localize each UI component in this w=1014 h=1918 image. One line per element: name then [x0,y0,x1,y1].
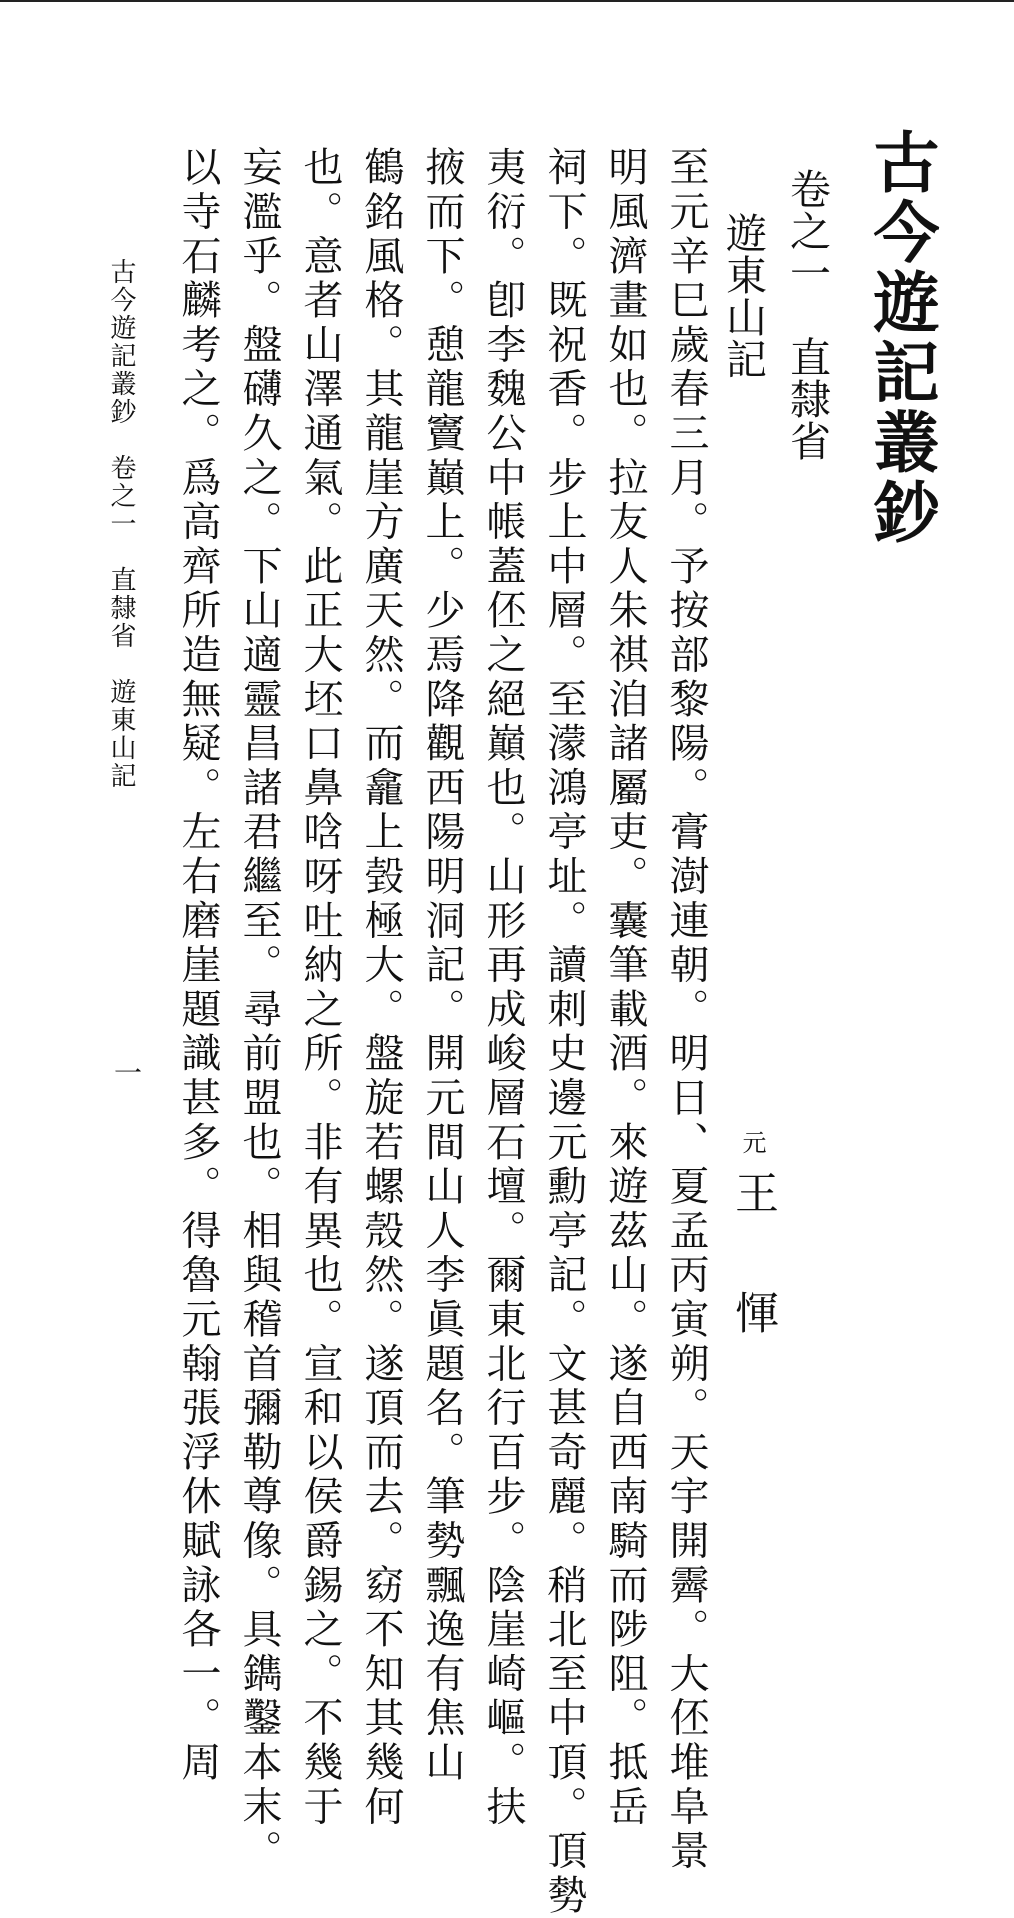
body-line: 明風濟畫如也。拉友人朱祺洎諸屬吏。囊筆載酒。來遊茲山。遂自西南騎而陟阻。抵岳 [602,146,648,1830]
page-number: 一 [110,1058,143,1086]
volume-heading [783,168,831,462]
heading-gap [783,294,831,336]
essay-title: 遊東山記 [719,212,767,380]
body-line: 至元辛巳歲春三月。予按部黎陽。膏澍連朝。明日、夏孟丙寅朔。天宇開霽。大伾堆阜景 [663,146,709,1874]
body-line: 祠下。既祝香。步上中層。至濛鴻亭址。讀刺史邊元勳亭記。文甚奇麗。稍北至中頂。頂勢 [541,146,587,1918]
body-line: 夷衍。卽李魏公中帳蓋伾之絕巔也。山形再成峻層石壇。爾東北行百步。陰崖崎嶇。扶 [480,146,526,1830]
body-text [172,146,720,1918]
author-name: 王 惲 [727,1170,778,1350]
body-line: 也。意者山澤通氣。此正大坯口鼻唅呀吐納之所。非有異也。宣和以侯爵錫之。不幾于 [297,146,343,1830]
body-line: 妄濫乎。盤礴久之。下山適靈昌諸君繼至。尋前盟也。相與稽首彌勒尊像。具鐫鑿本末。 [236,146,282,1874]
top-border-rule [0,0,1014,2]
running-footer: 古今遊記叢鈔 卷之一 直隸省 遊東山記 [106,258,136,790]
body-line: 鶴銘風格。其龍崖方廣天然。而龕上㲄極大。盤旋若螺殼然。遂頂而去。窈不知其幾何 [358,146,404,1830]
province-label: 直隸省 [783,336,831,462]
body-line: 以寺石麟考之。爲高齊所造無疑。左右磨崖題識甚多。得魯元翰張浮休賦詠各一。周 [175,146,221,1786]
author-dynasty: 元 [738,1130,766,1154]
book-title: 古今遊記叢鈔 [862,128,940,548]
volume-label: 卷之一 [783,168,831,294]
body-line: 掖而下。憩龍竇巔上。少焉降觀西陽明洞記。開元間山人李眞題名。筆勢飄逸有焦山 [419,146,465,1786]
